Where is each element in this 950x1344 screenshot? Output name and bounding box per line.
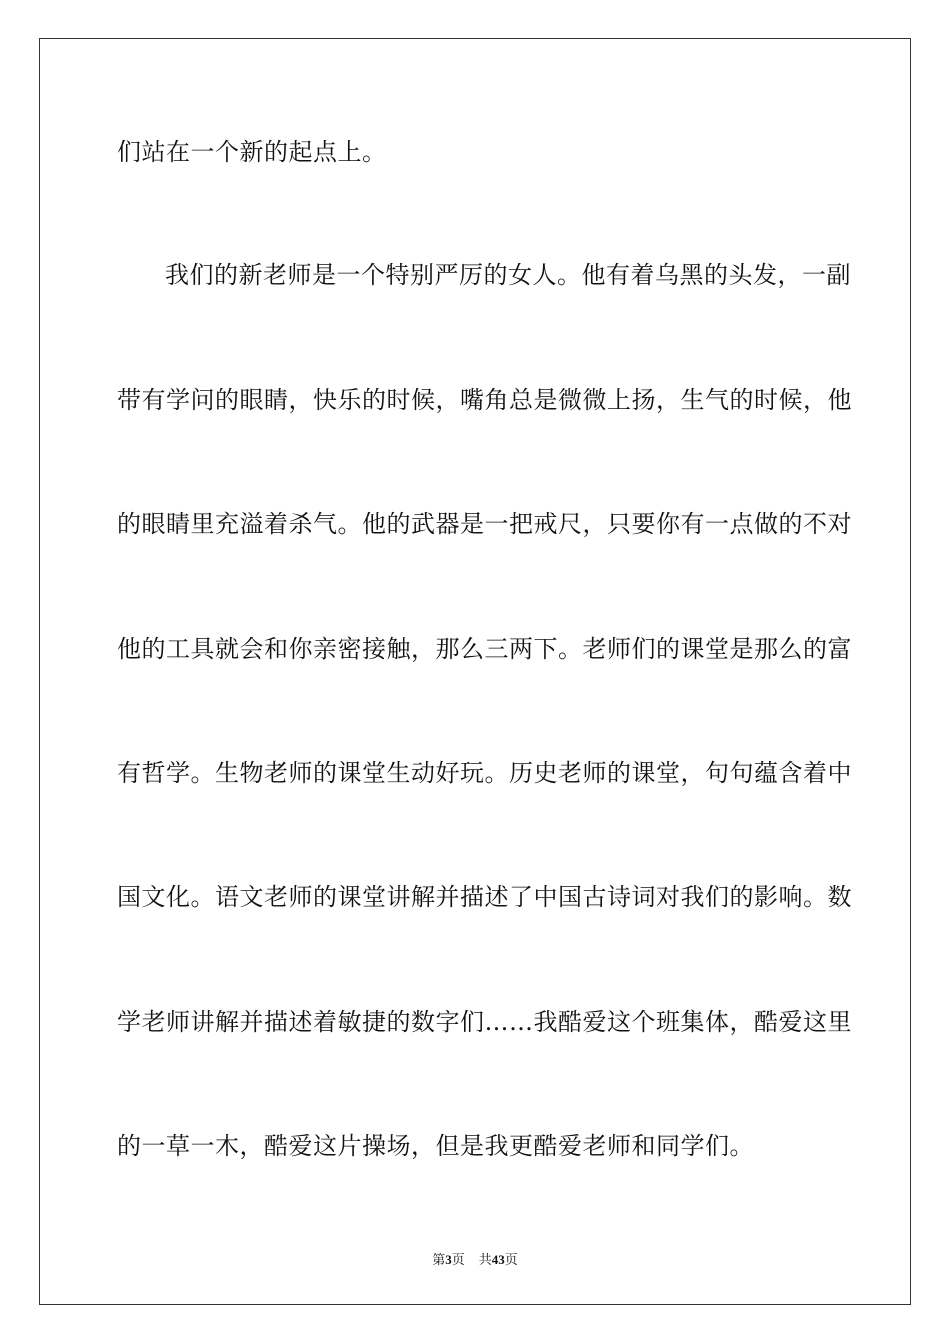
paragraph-line: 们站在一个新的起点上。 [117, 138, 387, 166]
total-pages: 43 [491, 1252, 505, 1267]
page-border [39, 38, 911, 1305]
paragraph-line: 学老师讲解并描述着敏捷的数字们……我酷爱这个班集体，酷爱这里 [117, 1008, 852, 1036]
paragraph-line: 带有学问的眼睛，快乐的时候，嘴角总是微微上扬，生气的时候，他 [117, 386, 852, 414]
paragraph-line: 我们的新老师是一个特别严厉的女人。他有着乌黑的头发，一副 [165, 261, 851, 289]
total-pages-suffix: 页 [504, 1252, 518, 1267]
paragraph-line: 有哲学。生物老师的课堂生动好玩。历史老师的课堂，句句蕴含着中 [117, 759, 852, 787]
page-number-prefix: 第 [432, 1252, 446, 1267]
total-pages-prefix: 共 [478, 1252, 492, 1267]
page-footer [0, 1249, 950, 1268]
paragraph-line: 国文化。语文老师的课堂讲解并描述了中国古诗词对我们的影响。数 [117, 883, 852, 911]
paragraph-line: 的眼睛里充溢着杀气。他的武器是一把戒尺，只要你有一点做的不对 [117, 510, 852, 538]
page-number: 3 [445, 1252, 452, 1267]
paragraph-line: 的一草一木，酷爱这片操场，但是我更酷爱老师和同学们。 [117, 1132, 754, 1160]
paragraph-line: 他的工具就会和你亲密接触，那么三两下。老师们的课堂是那么的富 [117, 635, 852, 663]
page-number-suffix: 页 [451, 1252, 465, 1267]
